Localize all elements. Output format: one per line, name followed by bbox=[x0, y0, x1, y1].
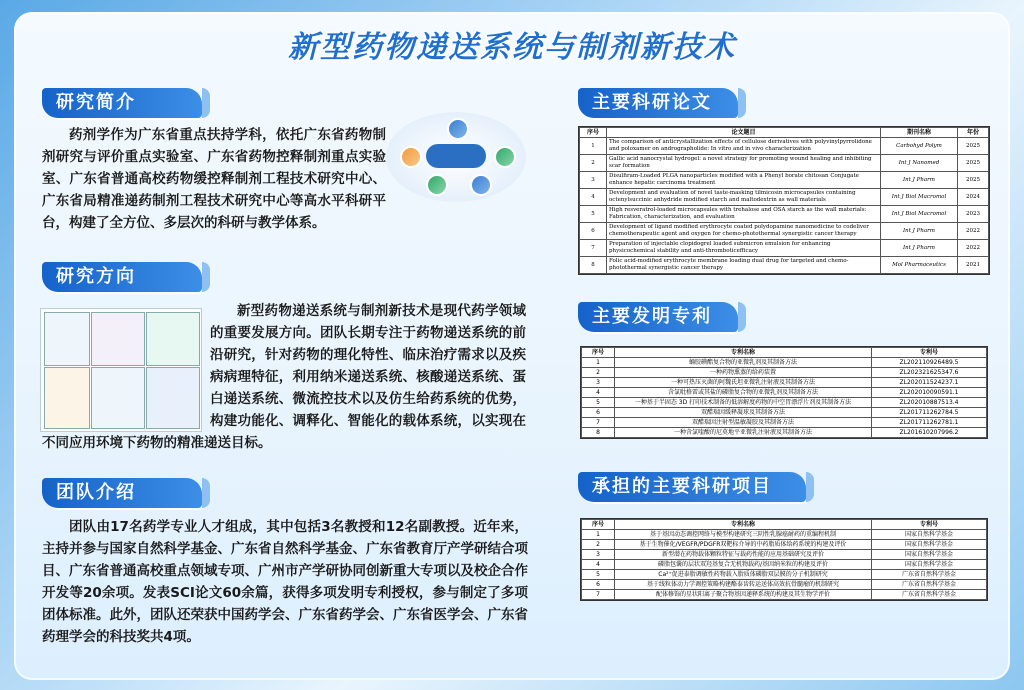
table-row bbox=[580, 172, 989, 189]
projects-col-number: 专利号 bbox=[872, 520, 987, 530]
intro-paragraph: 药剂学作为广东省重点扶持学科，依托广东省药物制剂研究与评价重点实验室、广东省药物控释制剂重点实验室、广东省普通高校药物缓控释制剂工程技术研究中心、广东省局精准递药制剂工程技术研究中心等高水平科研平台，构建了全方位、多层次的科研与教学体系。 bbox=[42, 127, 386, 231]
cell-journal: Int J Pharm bbox=[881, 240, 958, 257]
patents-table bbox=[580, 346, 988, 439]
table-row bbox=[582, 418, 987, 428]
cell-name: 基于基因动态调控网络与模型构建研究三阴性乳腺癌耐药的重编程机制 bbox=[615, 530, 872, 540]
cell-year: 2025 bbox=[958, 138, 989, 155]
cell-year: 2021 bbox=[958, 257, 989, 274]
diagram-node-bottom-right bbox=[470, 174, 492, 196]
cell-index: 5 bbox=[582, 398, 615, 408]
cell-title: Development and evaluation of novel taste-masking tilmicosin microcapsules containing octenylsuccinic anhydride modified starch and maltodextrin as wall materials bbox=[607, 189, 881, 206]
cell-index: 8 bbox=[580, 257, 607, 274]
patents-col-name: 专利名称 bbox=[615, 348, 872, 358]
cell-title: Folic acid-modified erythrocyte membrane loading dual drug for targeted and chemo-photothermal synergistic cancer therapy bbox=[607, 257, 881, 274]
cell-name: 磷脂包囊的层状双羟基复合无机物载药/基因纳米粒的构建及评价 bbox=[615, 560, 872, 570]
cell-year: 2023 bbox=[958, 206, 989, 223]
cell-number: ZL201610207996.2 bbox=[872, 428, 987, 438]
cell-index: 7 bbox=[582, 590, 615, 600]
cell-index: 3 bbox=[580, 172, 607, 189]
cell-year: 2025 bbox=[958, 155, 989, 172]
section-heading-direction: 研究方向 bbox=[42, 262, 202, 292]
cell-name: Ca²⁺促进泰脂调敏性药物载入脂质体磷脂双层膜的分子机制研究 bbox=[615, 570, 872, 580]
cell-name: 一种基于半固态 3D 打印技术制备的低溶解度药物的中空胃漂浮片剂及其制备方法 bbox=[615, 398, 872, 408]
cell-index: 3 bbox=[582, 550, 615, 560]
table-row bbox=[582, 388, 987, 398]
cell-title: Gallic acid nanocrystal hydrogel: a novel strategy for promoting wound healing and inhibiting scar formation bbox=[607, 155, 881, 172]
section-heading-papers: 主要科研论文 bbox=[578, 88, 738, 118]
cell-name: 双醋瑞因注射型温敏凝胶及其制备方法 bbox=[615, 418, 872, 428]
cell-index: 1 bbox=[582, 358, 615, 368]
cell-year: 2022 bbox=[958, 240, 989, 257]
cell-index: 7 bbox=[580, 240, 607, 257]
cell-funding: 国家自然科学基金 bbox=[872, 540, 987, 550]
cell-funding: 广东省自然科学基金 bbox=[872, 590, 987, 600]
cell-journal: Carbohyd Polym bbox=[881, 138, 958, 155]
cell-number: ZL202011524237.1 bbox=[872, 378, 987, 388]
cell-name: 新型潜在药物载体颗粒特征与载药性能的应用基础研究及评价 bbox=[615, 550, 872, 560]
table-row bbox=[582, 408, 987, 418]
cell-number: ZL202321625347.6 bbox=[872, 368, 987, 378]
cell-index: 6 bbox=[582, 580, 615, 590]
cell-journal: Int J Biol Macromol bbox=[881, 206, 958, 223]
table-row bbox=[580, 155, 989, 172]
diagram-node-bottom-left bbox=[426, 174, 448, 196]
table-row bbox=[582, 368, 987, 378]
cell-index: 2 bbox=[580, 155, 607, 172]
cell-index: 4 bbox=[582, 388, 615, 398]
cell-number: ZL202010090591.1 bbox=[872, 388, 987, 398]
table-row bbox=[582, 428, 987, 438]
table-row bbox=[580, 189, 989, 206]
cell-number: ZL201711262784.5 bbox=[872, 408, 987, 418]
direction-text bbox=[42, 300, 526, 454]
table-row bbox=[580, 138, 989, 155]
diagram-center-node bbox=[426, 144, 486, 168]
team-text bbox=[42, 516, 528, 648]
diagram-node-right bbox=[494, 146, 516, 168]
papers-header-row bbox=[580, 128, 989, 138]
section-heading-projects: 承担的主要科研项目 bbox=[578, 472, 806, 502]
intro-text bbox=[42, 124, 386, 234]
table-row bbox=[582, 560, 987, 570]
papers-col-year: 年份 bbox=[958, 128, 989, 138]
patents-header-row bbox=[582, 348, 987, 358]
cell-journal: Int J Pharm bbox=[881, 172, 958, 189]
patents-col-number: 专利号 bbox=[872, 348, 987, 358]
cell-index: 2 bbox=[582, 540, 615, 550]
table-row bbox=[582, 398, 987, 408]
table-row bbox=[582, 550, 987, 560]
papers-table bbox=[578, 126, 990, 275]
cell-index: 1 bbox=[582, 530, 615, 540]
cell-funding: 国家自然科学基金 bbox=[872, 530, 987, 540]
cell-index: 7 bbox=[582, 418, 615, 428]
cell-title: Development of ligand modified erythrocyte coated polydopamine nanomedicine to codeliver chemotherapeutic agent and oxygen for chemo-photothermal synergistic cancer therapy bbox=[607, 223, 881, 240]
cell-number: ZL201711262781.1 bbox=[872, 418, 987, 428]
cell-year: 2022 bbox=[958, 223, 989, 240]
cell-index: 1 bbox=[580, 138, 607, 155]
projects-header-row bbox=[582, 520, 987, 530]
direction-paragraph: 新型药物递送系统与制剂新技术是现代药学领域的重要发展方向。团队长期专注于药物递送系统的前沿研究，针对药物的理化特性、临床治疗需求以及疾病病理特征，利用纳米递送系统、核酸递送系统、蛋白递送系统、微流控技术以及仿生给药系统的优势，构建功能化、调释化、智能化的载体系统，以实现在不同应用环境下药物的精准递送目标。 bbox=[42, 303, 526, 451]
platform-diagram-image bbox=[386, 112, 526, 202]
section-heading-team: 团队介绍 bbox=[42, 478, 202, 508]
cell-number: ZL202110926489.5 bbox=[872, 358, 987, 368]
cell-index: 5 bbox=[582, 570, 615, 580]
cell-index: 3 bbox=[582, 378, 615, 388]
cell-funding: 国家自然科学基金 bbox=[872, 560, 987, 570]
cell-funding: 国家自然科学基金 bbox=[872, 550, 987, 560]
team-paragraph: 团队由17名药学专业人才组成，其中包括3名教授和12名副教授。近年来，主持并参与国家自然科学基金、广东省自然科学基金、广东省教育厅产学研结合项目、广东省普通高校重点领域专项、广州市产学研协同创新重大专项以及校企合作开发等20余项。发表SCI论文60余篇，获得多项发明专利授权，参与制定了多项团体标准。此外，团队还荣获中国药学会、广东省药学会、广东省医学会、广东省药理学会的科技奖共4项。 bbox=[42, 519, 528, 645]
cell-name: 一种可热压灭菌的阿魏氏坦亚微乳注射液及其制备方法 bbox=[615, 378, 872, 388]
cell-index: 4 bbox=[582, 560, 615, 570]
diagram-node-top bbox=[447, 118, 469, 140]
cell-title: The comparison of anticrystallization effects of cellulose derivatives with polyvinylpyrrolidone and poloxamer on andrographolide: In vitro and in vivo characterization bbox=[607, 138, 881, 155]
cell-journal: Int J Biol Macromol bbox=[881, 189, 958, 206]
cell-number: ZL202010887513.4 bbox=[872, 398, 987, 408]
table-row bbox=[580, 223, 989, 240]
papers-col-journal: 期刊名称 bbox=[881, 128, 958, 138]
poster-title: 新型药物递送系统与制剂新技术 bbox=[288, 30, 736, 65]
cell-funding: 广东省自然科学基金 bbox=[872, 570, 987, 580]
cell-journal: Mol Pharmaceutics bbox=[881, 257, 958, 274]
table-row bbox=[580, 257, 989, 274]
cell-name: 蛹胶碘酯复合物的亚微乳剂及其制备方法 bbox=[615, 358, 872, 368]
projects-col-index: 序号 bbox=[582, 520, 615, 530]
table-row bbox=[580, 206, 989, 223]
cell-year: 2024 bbox=[958, 189, 989, 206]
cell-name: 基于线粒体动力学调控策略构建酪泰齿转运送体高效抗骨髓瘤的机制研究 bbox=[615, 580, 872, 590]
table-row bbox=[582, 358, 987, 368]
papers-col-title: 论文题目 bbox=[607, 128, 881, 138]
cell-title: Disulfiram-Loaded PLGA nanoparticles modified with a Phenyl borate chitosan Conjugate enhance hepatic carcinoma treatment bbox=[607, 172, 881, 189]
cell-index: 5 bbox=[580, 206, 607, 223]
cell-title: Preparation of injectable clopidogrel loaded submicron emulsion for enhancing physicochemical stability and anti-thromboticefficacy bbox=[607, 240, 881, 257]
table-row bbox=[582, 378, 987, 388]
table-row bbox=[582, 580, 987, 590]
cell-name: 一种药物熏蒸的给药装置 bbox=[615, 368, 872, 378]
section-heading-patents: 主要发明专利 bbox=[578, 302, 738, 332]
cell-index: 2 bbox=[582, 368, 615, 378]
table-row bbox=[580, 240, 989, 257]
cell-name: 配体修饰的星状阳离子聚合物基因递释系统的构建及其生物学评价 bbox=[615, 590, 872, 600]
cell-year: 2025 bbox=[958, 172, 989, 189]
projects-table bbox=[580, 518, 988, 601]
table-row bbox=[582, 590, 987, 600]
cell-funding: 广东省自然科学基金 bbox=[872, 580, 987, 590]
cell-name: 基于生物催化/VEGFR/PDGFR双靶标介导的中药脂质体给药系统的构建及评价 bbox=[615, 540, 872, 550]
cell-name: 双醋瑞因缓释凝球及其制备方法 bbox=[615, 408, 872, 418]
collage-spacer bbox=[42, 300, 210, 432]
section-heading-intro: 研究简介 bbox=[42, 88, 202, 118]
diagram-node-left bbox=[400, 146, 422, 168]
cell-index: 4 bbox=[580, 189, 607, 206]
cell-index: 8 bbox=[582, 428, 615, 438]
table-row bbox=[582, 530, 987, 540]
cell-name: 一种含氯喹酸的尼莫地平亚微乳注射液及其制备方法 bbox=[615, 428, 872, 438]
projects-col-name: 专利名称 bbox=[615, 520, 872, 530]
cell-journal: Int J Nanomed bbox=[881, 155, 958, 172]
table-row bbox=[582, 540, 987, 550]
table-row bbox=[582, 570, 987, 580]
cell-index: 6 bbox=[580, 223, 607, 240]
papers-col-index: 序号 bbox=[580, 128, 607, 138]
cell-index: 6 bbox=[582, 408, 615, 418]
cell-name: 含氯吡格雷或其盐的磷脂复合物的亚微乳剂及其制备方法 bbox=[615, 388, 872, 398]
cell-title: High resveratrol-loaded microcapsules with trehalose and OSA starch as the wall materials: Fabrication, characterization, and evaluation bbox=[607, 206, 881, 223]
patents-col-index: 序号 bbox=[582, 348, 615, 358]
cell-journal: Int J Pharm bbox=[881, 223, 958, 240]
